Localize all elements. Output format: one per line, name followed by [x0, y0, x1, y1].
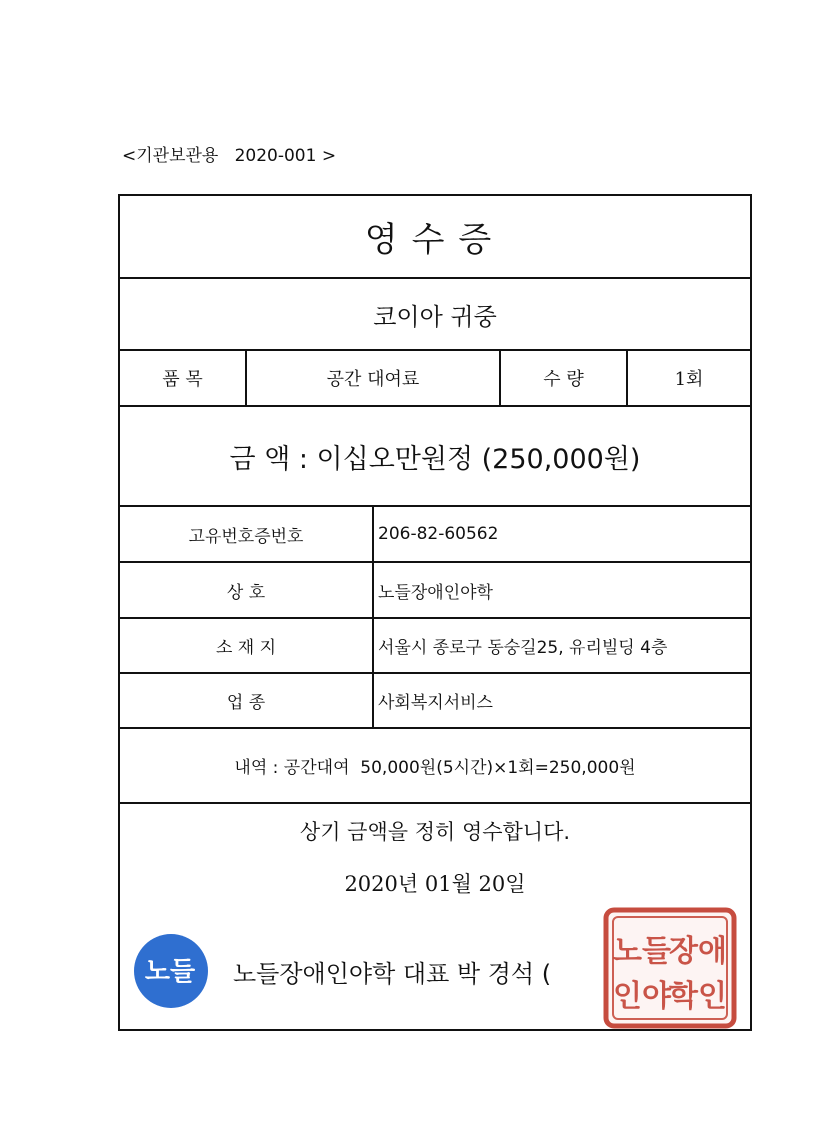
info-row-business-name	[120, 563, 750, 619]
info-label: 고유번호증번호	[188, 526, 304, 547]
quantity-value: 1회	[626, 351, 750, 405]
svg-text:노들: 노들	[613, 935, 671, 968]
item-row	[120, 351, 750, 407]
recipient: 코이아 귀중	[120, 279, 750, 351]
info-label: 상 호	[226, 582, 266, 603]
receipt-date: 2020년 01월 20일	[344, 872, 526, 896]
info-value: 사회복지서비스	[372, 673, 750, 727]
official-seal-icon	[602, 906, 738, 1030]
info-row-address	[120, 618, 750, 674]
svg-text:장애: 장애	[669, 935, 727, 968]
payment-detail: 내역 : 공간대여 50,000원(5시간)×1회=250,000원	[120, 728, 750, 804]
info-label: 업 종	[226, 692, 266, 713]
nodeul-logo-icon	[132, 932, 210, 1010]
amount: 금 액 : 이십오만원정 (250,000원)	[120, 407, 750, 507]
info-row-business-type	[120, 673, 750, 729]
info-value: 206-82-60562	[372, 507, 750, 561]
info-row-registration	[120, 507, 750, 563]
receipt-footer	[120, 804, 750, 1031]
receipt-form	[118, 194, 752, 1031]
svg-text:노들: 노들	[144, 956, 196, 986]
info-value: 서울시 종로구 동숭길25, 유리빌딩 4층	[372, 618, 750, 672]
quantity-label: 수 량	[499, 351, 626, 405]
item-value: 공간 대여료	[245, 351, 499, 405]
receipt-title: 영수증	[120, 196, 750, 279]
info-value: 노들장애인야학	[372, 563, 750, 617]
confirmation-text: 상기 금액을 정히 영수합니다.	[299, 820, 571, 844]
document-reference: <기관보관용 2020-001 >	[122, 146, 337, 166]
item-label: 품 목	[162, 369, 203, 390]
info-label: 소 재 지	[215, 637, 277, 658]
svg-text:학인: 학인	[669, 980, 727, 1013]
svg-text:인야: 인야	[613, 980, 671, 1013]
signer-name: 노들장애인야학 대표 박 경석 (	[233, 960, 552, 988]
